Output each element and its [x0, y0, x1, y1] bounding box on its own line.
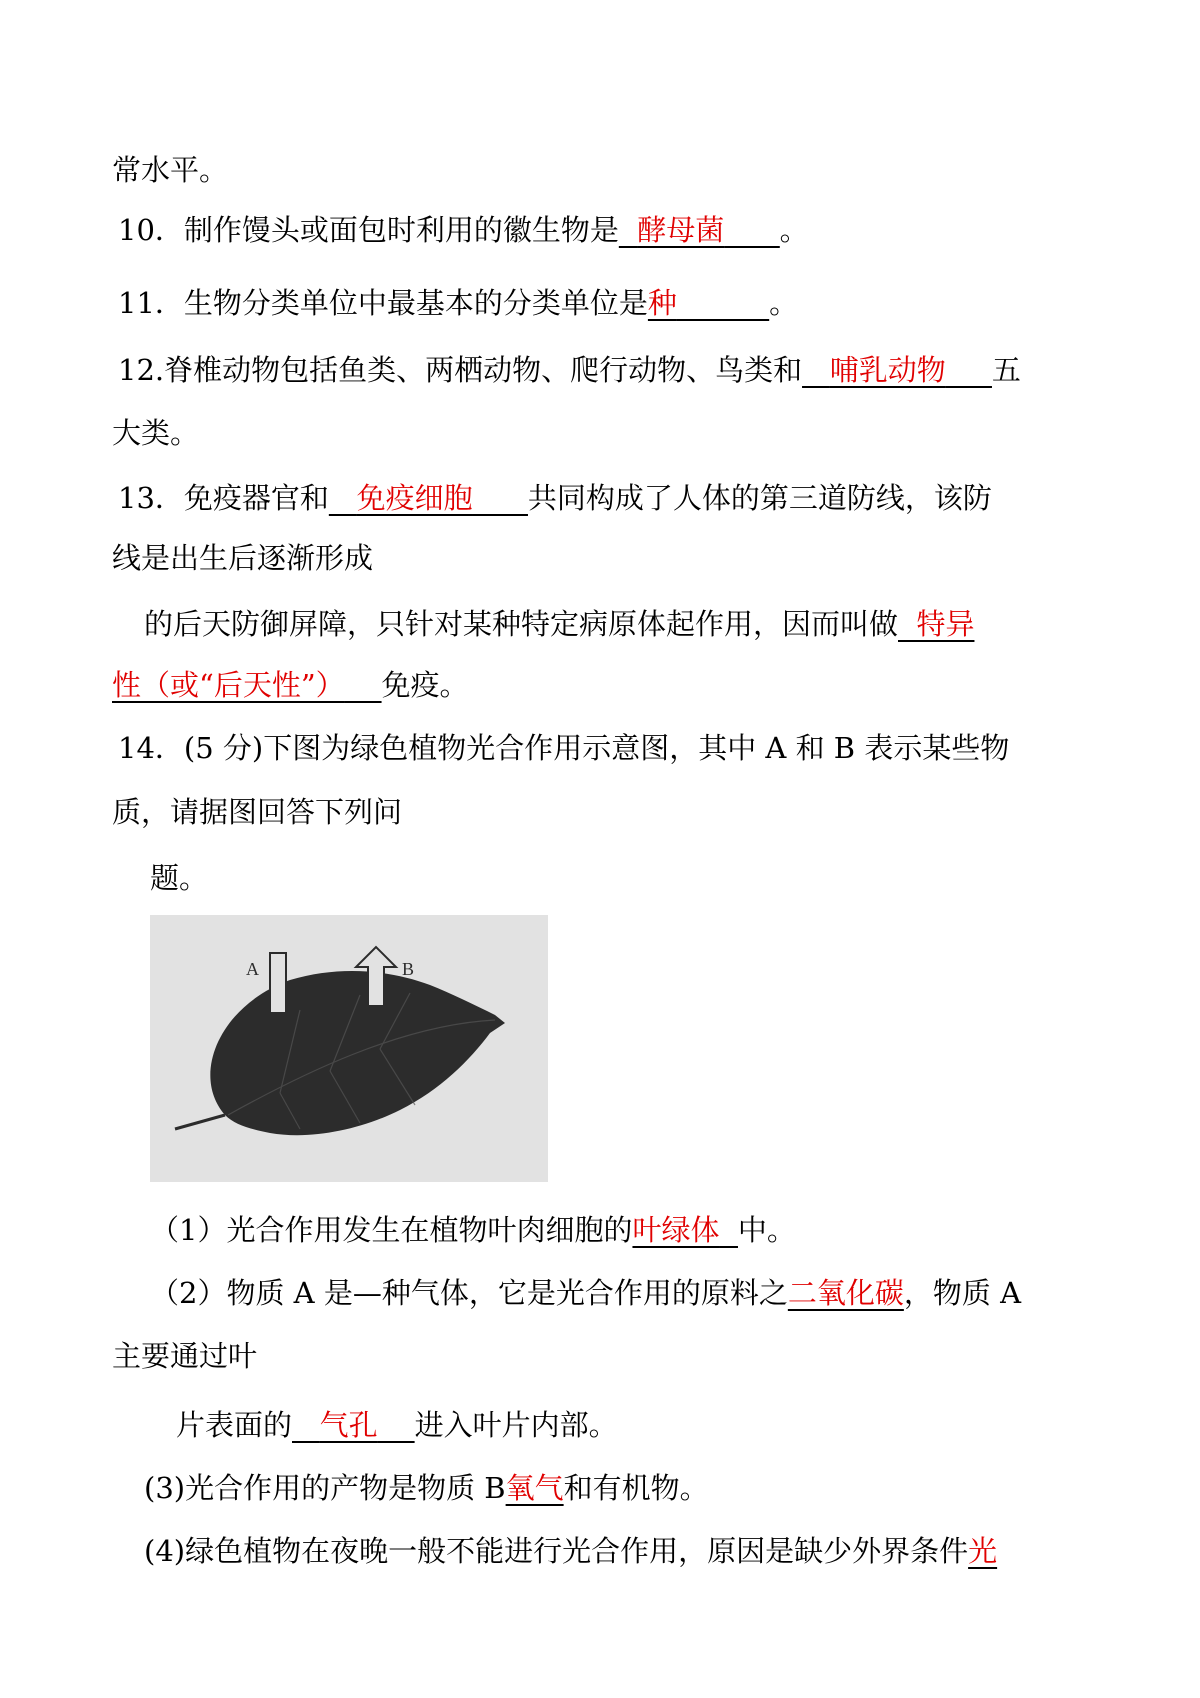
text-line: 题。 — [150, 861, 209, 895]
leaf-photosynthesis-figure — [150, 915, 548, 1182]
answer-blank: 酵母菌 — [637, 213, 725, 247]
part-1 — [150, 1210, 796, 1250]
question-13-cont — [112, 665, 469, 705]
text-line: 大类。 — [112, 416, 200, 450]
question-text: 的后天防御屏障，只针对某种特定病原体起作用，因而叫做 — [144, 607, 899, 641]
question-text: 。 — [779, 213, 809, 247]
answer-blank: 氧气 — [505, 1471, 564, 1505]
answer-blank: 种 — [647, 286, 677, 320]
question-12 — [118, 350, 1021, 390]
text-line: 常水平。 — [112, 153, 229, 187]
question-text: (4)绿色植物在夜晚一般不能进行光合作用，原因是缺少外界条件 — [144, 1534, 969, 1568]
text-line: 主要通过叶 — [112, 1339, 258, 1373]
question-text: （1）光合作用发生在植物叶肉细胞的 — [150, 1213, 633, 1247]
text-line: 线是出生后逐渐形成 — [112, 541, 374, 575]
question-text: 。 — [769, 286, 799, 320]
question-text: ，物质 A — [903, 1276, 1022, 1310]
question-13-cont — [144, 604, 974, 644]
part-2 — [150, 1273, 1021, 1313]
question-13 — [118, 478, 992, 518]
answer-blank: 哺乳动物 — [829, 353, 946, 387]
text-line: 质，请据图回答下列问 — [112, 795, 403, 829]
question-10 — [118, 210, 809, 250]
question-text: 中。 — [737, 1213, 796, 1247]
question-11 — [118, 283, 798, 323]
question-text: （2）物质 A 是—种气体，它是光合作用的原料之 — [150, 1276, 788, 1310]
question-text: 免疫。 — [381, 668, 469, 702]
question-14: 14．(5 分)下图为绿色植物光合作用示意图，其中 A 和 B 表示某些物 — [118, 731, 1010, 765]
answer-blank: 二氧化碳 — [787, 1276, 904, 1310]
question-text: 和有机物。 — [563, 1471, 709, 1505]
question-text: 10．制作馒头或面包时利用的徽生物是 — [118, 213, 619, 247]
question-text: 进入叶片内部。 — [414, 1408, 618, 1442]
arrow-a — [270, 953, 286, 1013]
answer-blank: 气孔 — [319, 1408, 378, 1442]
question-text: 12.脊椎动物包括鱼类、两栖动物、爬行动物、鸟类和 — [118, 353, 803, 387]
question-text: 11．生物分类单位中最基本的分类单位是 — [118, 286, 648, 320]
part-2-cont — [176, 1405, 618, 1445]
answer-blank: 光 — [968, 1534, 998, 1568]
question-text: 片表面的 — [176, 1408, 293, 1442]
answer-blank: 性（或“后天性”） — [112, 668, 345, 702]
answer-blank: 叶绿体 — [632, 1213, 720, 1247]
label-b: B — [402, 959, 415, 979]
part-4 — [144, 1531, 997, 1571]
answer-blank: 免疫细胞 — [356, 481, 473, 515]
question-text: 13．免疫器官和 — [118, 481, 329, 515]
question-text: (3)光合作用的产物是物质 B — [144, 1471, 506, 1505]
answer-blank: 特异 — [916, 607, 975, 641]
part-3 — [144, 1468, 709, 1508]
label-a: A — [246, 959, 259, 979]
question-text: 五 — [991, 353, 1021, 387]
question-text: 共同构成了人体的第三道防线，该防 — [527, 481, 992, 515]
